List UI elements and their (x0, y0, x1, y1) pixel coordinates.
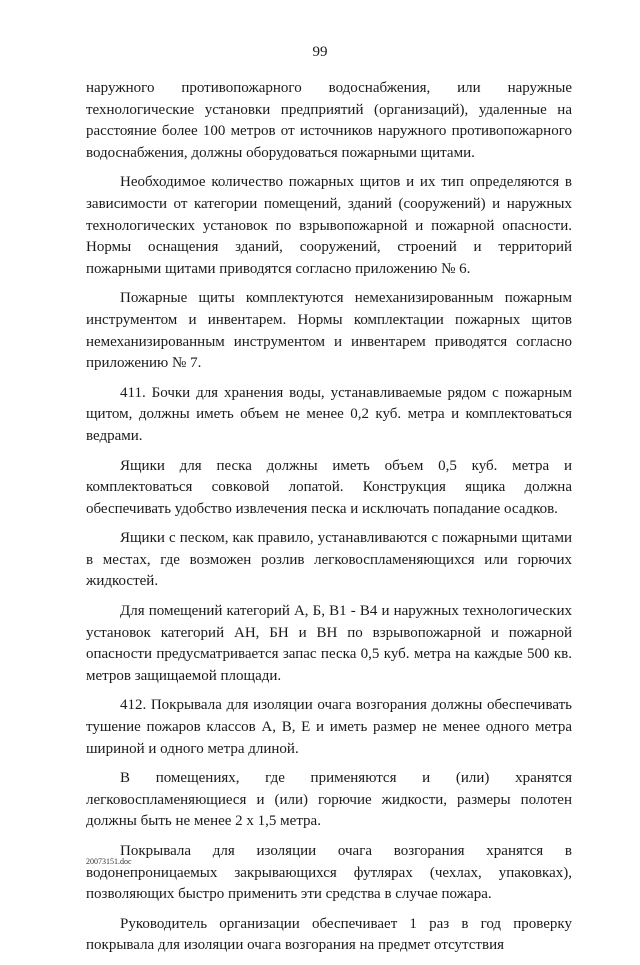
paragraph: Для помещений категорий А, Б, В1 - В4 и наружных технологических установок категорий АН, БН и ВН по взрывопожарной и пожарной опасности предусматривается запас песка 0,5 куб. метра на каждые 500 кв. метров защищаемой площади. (86, 603, 572, 684)
paragraph: Руководитель организации обеспечивает 1 раз в год проверку покрывала для изоляции очага возгорания на предмет отсутствия (86, 915, 572, 954)
page-number: 99 (312, 44, 328, 60)
paragraph: Покрывала для изоляции очага возгорания хранятся в водонепроницаемых закрывающихся футлярах (чехлах, упаковках), позволяющих быстро применить эти средства в случае пожара. (86, 843, 572, 903)
paragraph: Необходимое количество пожарных щитов и их тип определяются в зависимости от категории помещений, зданий (сооружений) и наружных технологических установок по взрывопожарной и пожарной опасности. Нормы оснащения зданий, сооружений, строений и территорий пожарными щитами приводятся согласно приложению № 6. (86, 174, 572, 277)
paragraph: Пожарные щиты комплектуются немеханизированным пожарным инструментом и инвентарем. Нормы комплектации пожарных щитов немеханизированным инструментом и инвентарем приводятся согласно приложению № 7. (86, 290, 572, 372)
paragraph-continuation: наружного противопожарного водоснабжения, или наружные технологические установки предприятий (организаций), удаленные на расстояние более 100 метров от источников наружного противопожарного водоснабжения, должны оборудоваться пожарными щитами. (86, 80, 572, 161)
paragraph: В помещениях, где применяются и (или) хранятся легковоспламеняющиеся и (или) горючие жидкости, размеры полотен должны быть не менее 2 х 1,5 метра. (86, 770, 572, 830)
paragraph: Ящики с песком, как правило, устанавливаются с пожарными щитами в местах, где возможен розлив легковоспламеняющихся или горючих жидкостей. (86, 530, 572, 590)
paragraph-item-412: 412. Покрывала для изоляции очага возгорания должны обеспечивать тушение пожаров классов А, В, Е и иметь размер не менее одного метра шириной и одного метра длиной. (86, 697, 572, 757)
document-body (86, 78, 572, 965)
footer-filename: 20073151.doc (86, 857, 132, 866)
paragraph-item-411: 411. Бочки для хранения воды, устанавливаемые рядом с пожарным щитом, должны иметь объем не менее 0,2 куб. метра и комплектоваться ведрами. (86, 384, 572, 444)
paragraph: Ящики для песка должны иметь объем 0,5 куб. метра и комплектоваться совковой лопатой. Конструкция ящика должна обеспечивать удобство извлечения песка и исключать попадание осадков. (86, 457, 572, 517)
